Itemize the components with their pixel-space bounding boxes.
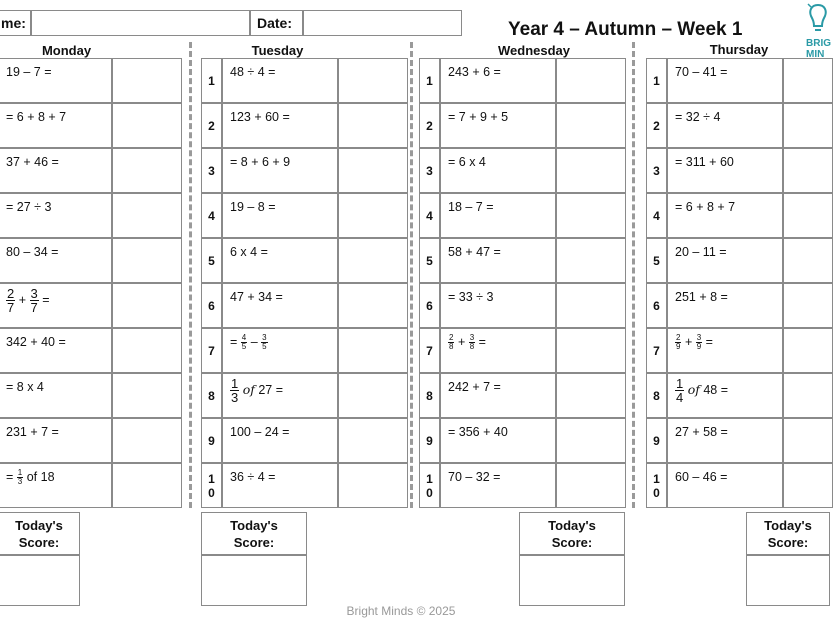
score-label-tuesday: Today's Score: bbox=[201, 512, 307, 555]
name-label: me: bbox=[1, 15, 26, 31]
answer-box[interactable] bbox=[112, 58, 182, 103]
question-cell: = 32 ÷ 4 bbox=[667, 103, 783, 148]
answer-box[interactable] bbox=[783, 148, 833, 193]
question-cell: 70 – 32 = bbox=[440, 463, 556, 508]
question-number: 1 0 bbox=[419, 463, 440, 508]
answer-box[interactable] bbox=[338, 283, 408, 328]
question-number: 9 bbox=[646, 418, 667, 463]
question-number: 4 bbox=[646, 193, 667, 238]
answer-box[interactable] bbox=[338, 463, 408, 508]
question-number: 8 bbox=[201, 373, 222, 418]
fraction: $\frac{2}{8}$ bbox=[449, 333, 454, 351]
answer-box[interactable] bbox=[338, 148, 408, 193]
question-cell: 342 + 40 = bbox=[0, 328, 112, 373]
footer-copyright: Bright Minds © 2025 bbox=[346, 604, 456, 618]
answer-box[interactable] bbox=[338, 58, 408, 103]
question-cell: 60 – 46 = bbox=[667, 463, 783, 508]
question-cell: = $\frac{1}{3}$ of 18 bbox=[0, 463, 112, 508]
answer-box[interactable] bbox=[338, 193, 408, 238]
answer-box[interactable] bbox=[556, 238, 626, 283]
answer-box[interactable] bbox=[112, 418, 182, 463]
question-number: 6 bbox=[419, 283, 440, 328]
column-separator bbox=[189, 42, 192, 508]
score-box-wednesday[interactable] bbox=[519, 555, 625, 606]
question-cell: = 27 ÷ 3 bbox=[0, 193, 112, 238]
question-number: 3 bbox=[646, 148, 667, 193]
question-cell: 6 x 4 = bbox=[222, 238, 338, 283]
question-cell: = 6 + 8 + 7 bbox=[0, 103, 112, 148]
fraction: $\frac{2}{9}$ bbox=[676, 333, 681, 351]
score-box-thursday[interactable] bbox=[746, 555, 830, 606]
question-number: 6 bbox=[201, 283, 222, 328]
question-cell: = 8 + 6 + 9 bbox=[222, 148, 338, 193]
question-cell: 18 – 7 = bbox=[440, 193, 556, 238]
answer-box[interactable] bbox=[556, 283, 626, 328]
question-cell: 58 + 47 = bbox=[440, 238, 556, 283]
fraction: $\frac{1}{4}$ bbox=[676, 376, 684, 405]
score-box-monday[interactable] bbox=[0, 555, 80, 606]
day-heading-tuesday: Tuesday bbox=[251, 43, 304, 58]
question-number: 5 bbox=[201, 238, 222, 283]
fraction: $\frac{3}{8}$ bbox=[469, 333, 475, 351]
question-cell: 80 – 34 = bbox=[0, 238, 112, 283]
question-number: 7 bbox=[201, 328, 222, 373]
answer-box[interactable] bbox=[556, 148, 626, 193]
date-label: Date: bbox=[257, 15, 293, 31]
question-cell: = $\frac{4}{5}$ – $\frac{3}{5}$ bbox=[222, 328, 338, 373]
answer-box[interactable] bbox=[112, 193, 182, 238]
question-number: 7 bbox=[419, 328, 440, 373]
question-cell: 27 + 58 = bbox=[667, 418, 783, 463]
question-cell: 231 + 7 = bbox=[0, 418, 112, 463]
question-cell: 20 – 11 = bbox=[667, 238, 783, 283]
answer-box[interactable] bbox=[112, 463, 182, 508]
question-cell: 37 + 46 = bbox=[0, 148, 112, 193]
fraction: $\frac{3}{9}$ bbox=[696, 333, 702, 351]
question-number: 5 bbox=[646, 238, 667, 283]
score-label-monday: Today's Score: bbox=[0, 512, 80, 555]
question-cell: 70 – 41 = bbox=[667, 58, 783, 103]
day-heading-thursday: Thursday bbox=[709, 42, 769, 57]
answer-box[interactable] bbox=[556, 193, 626, 238]
logo-line-2: MIN bbox=[806, 49, 825, 60]
answer-box[interactable] bbox=[783, 283, 833, 328]
answer-box[interactable] bbox=[112, 148, 182, 193]
fraction: $\frac{1}{3}$ bbox=[17, 468, 23, 486]
question-cell: 36 ÷ 4 = bbox=[222, 463, 338, 508]
fraction: $\frac{2}{7}$ bbox=[7, 286, 15, 315]
question-cell: 47 + 34 = bbox=[222, 283, 338, 328]
question-number: 4 bbox=[201, 193, 222, 238]
question-cell: = 33 ÷ 3 bbox=[440, 283, 556, 328]
question-cell: = 356 + 40 bbox=[440, 418, 556, 463]
question-number: 8 bbox=[646, 373, 667, 418]
logo-line-1: BRIG bbox=[806, 38, 831, 49]
answer-box[interactable] bbox=[783, 103, 833, 148]
question-cell: = 6 + 8 + 7 bbox=[667, 193, 783, 238]
question-number: 9 bbox=[419, 418, 440, 463]
question-cell: 48 ÷ 4 = bbox=[222, 58, 338, 103]
answer-box[interactable] bbox=[338, 238, 408, 283]
score-label-wednesday: Today's Score: bbox=[519, 512, 625, 555]
answer-box[interactable] bbox=[112, 283, 182, 328]
answer-box[interactable] bbox=[783, 418, 833, 463]
question-number: 4 bbox=[419, 193, 440, 238]
fraction: $\frac{4}{5}$ bbox=[241, 333, 247, 351]
answer-box[interactable] bbox=[783, 463, 833, 508]
question-number: 5 bbox=[419, 238, 440, 283]
answer-box[interactable] bbox=[556, 328, 626, 373]
column-separator bbox=[410, 42, 413, 508]
question-cell: 242 + 7 = bbox=[440, 373, 556, 418]
answer-box[interactable] bbox=[556, 418, 626, 463]
question-number: 2 bbox=[646, 103, 667, 148]
answer-box[interactable] bbox=[783, 328, 833, 373]
answer-box[interactable] bbox=[112, 328, 182, 373]
answer-box[interactable] bbox=[783, 193, 833, 238]
question-cell: 100 – 24 = bbox=[222, 418, 338, 463]
question-cell: $\frac{2}{9}$ + $\frac{3}{9}$ = bbox=[667, 328, 783, 373]
question-number: 1 bbox=[201, 58, 222, 103]
question-number: 6 bbox=[646, 283, 667, 328]
answer-box[interactable] bbox=[338, 418, 408, 463]
answer-box[interactable] bbox=[556, 58, 626, 103]
question-number: 1 0 bbox=[201, 463, 222, 508]
question-cell: $\frac{2}{8}$ + $\frac{3}{8}$ = bbox=[440, 328, 556, 373]
question-cell: $\frac{1}{4}$ of 48 = bbox=[667, 373, 783, 418]
question-cell: = 6 x 4 bbox=[440, 148, 556, 193]
question-number: 9 bbox=[201, 418, 222, 463]
question-number: 2 bbox=[201, 103, 222, 148]
fraction: $\frac{3}{7}$ bbox=[30, 286, 38, 315]
score-label-thursday: Today's Score: bbox=[746, 512, 830, 555]
page-title: Year 4 – Autumn – Week 1 bbox=[508, 19, 743, 40]
question-number: 1 bbox=[646, 58, 667, 103]
question-number: 3 bbox=[201, 148, 222, 193]
day-heading-wednesday: Wednesday bbox=[497, 43, 570, 58]
answer-box[interactable] bbox=[112, 103, 182, 148]
column-separator bbox=[632, 42, 635, 508]
question-cell: 123 + 60 = bbox=[222, 103, 338, 148]
question-number: 3 bbox=[419, 148, 440, 193]
question-number: 1 0 bbox=[646, 463, 667, 508]
question-cell: $\frac{1}{3}$ of 27 = bbox=[222, 373, 338, 418]
fraction: $\frac{1}{3}$ bbox=[231, 376, 239, 405]
question-number: 2 bbox=[419, 103, 440, 148]
answer-box[interactable] bbox=[556, 463, 626, 508]
question-cell: $\frac{2}{7}$ + $\frac{3}{7}$ = bbox=[0, 283, 112, 328]
question-cell: = 8 x 4 bbox=[0, 373, 112, 418]
name-field[interactable] bbox=[31, 10, 250, 36]
date-field[interactable] bbox=[303, 10, 462, 36]
fraction: $\frac{3}{5}$ bbox=[262, 333, 267, 351]
answer-box[interactable] bbox=[338, 103, 408, 148]
answer-box[interactable] bbox=[112, 373, 182, 418]
question-cell: 19 – 8 = bbox=[222, 193, 338, 238]
question-number: 8 bbox=[419, 373, 440, 418]
answer-box[interactable] bbox=[783, 373, 833, 418]
score-box-tuesday[interactable] bbox=[201, 555, 307, 606]
day-heading-monday: Monday bbox=[41, 43, 92, 58]
question-number: 7 bbox=[646, 328, 667, 373]
question-cell: 243 + 6 = bbox=[440, 58, 556, 103]
question-number: 1 bbox=[419, 58, 440, 103]
answer-box[interactable] bbox=[338, 373, 408, 418]
answer-box[interactable] bbox=[783, 58, 833, 103]
question-cell: 251 + 8 = bbox=[667, 283, 783, 328]
lightbulb-icon bbox=[806, 1, 830, 39]
answer-box[interactable] bbox=[556, 373, 626, 418]
question-cell: 19 – 7 = bbox=[0, 58, 112, 103]
answer-box[interactable] bbox=[112, 238, 182, 283]
answer-box[interactable] bbox=[783, 238, 833, 283]
question-cell: = 7 + 9 + 5 bbox=[440, 103, 556, 148]
answer-box[interactable] bbox=[556, 103, 626, 148]
question-cell: = 311 + 60 bbox=[667, 148, 783, 193]
answer-box[interactable] bbox=[338, 328, 408, 373]
